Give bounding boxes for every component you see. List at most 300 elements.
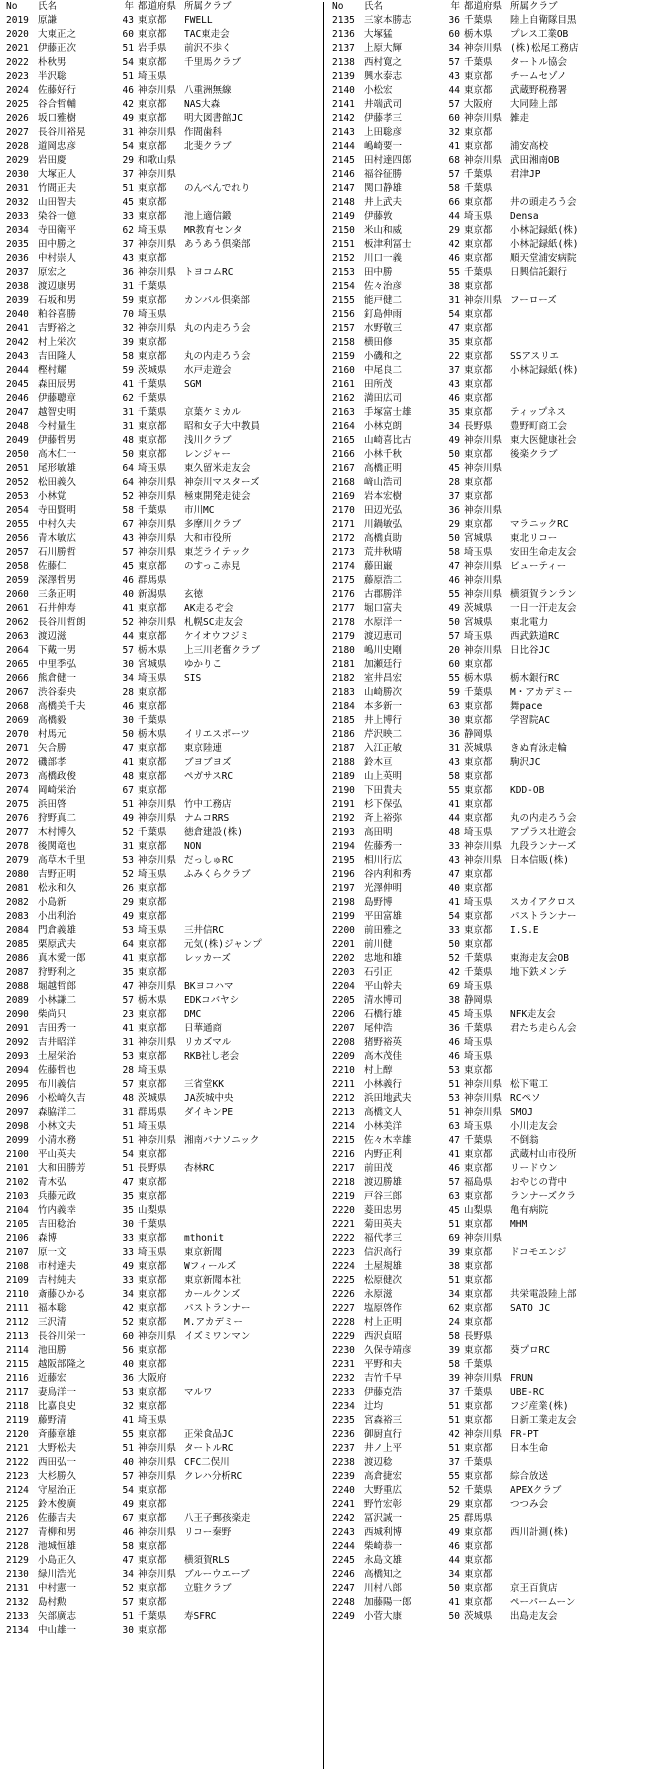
- runner-age: 28: [122, 1065, 134, 1076]
- runner-prefecture: 東京都: [464, 659, 493, 670]
- runner-prefecture: 東京都: [138, 1051, 167, 1062]
- entry-no: 2245: [332, 1555, 355, 1566]
- runner-prefecture: 東京都: [138, 1513, 167, 1524]
- table-row: [326, 1414, 648, 1428]
- table-row: [326, 1372, 648, 1386]
- table-row: [326, 1540, 648, 1554]
- table-row: [0, 924, 322, 938]
- entry-no: 2097: [6, 1107, 29, 1118]
- runner-name: 谷合哲輔: [38, 99, 77, 110]
- runner-prefecture: 神奈川県: [138, 267, 177, 278]
- runner-club: (株)松尾工務店: [510, 43, 579, 54]
- table-row: [0, 1218, 322, 1232]
- runner-name: 村上栄次: [38, 337, 77, 348]
- runner-age: 40: [448, 883, 460, 894]
- table-row: [0, 1414, 322, 1428]
- runner-name: 原宏之: [38, 267, 67, 278]
- runner-club: ビューティー: [510, 561, 567, 572]
- runner-club: 栃木銀行RC: [510, 673, 560, 684]
- table-row: [326, 350, 648, 364]
- entry-no: 2048: [6, 421, 29, 432]
- runner-club: M・アカデミー: [510, 687, 573, 698]
- runner-age: 36: [122, 1373, 134, 1384]
- runner-age: 45: [448, 1009, 460, 1020]
- runner-name: 青木弘: [38, 1177, 67, 1188]
- entry-no: 2119: [6, 1415, 29, 1426]
- entry-no: 2028: [6, 141, 29, 152]
- runner-club: 学習院AC: [510, 715, 550, 726]
- table-row: [0, 1162, 322, 1176]
- runner-age: 44: [448, 85, 460, 96]
- runner-club: クレハ分析RC: [184, 1471, 243, 1482]
- runner-prefecture: 東京都: [138, 701, 167, 712]
- entry-no: 2069: [6, 715, 29, 726]
- runner-prefecture: 神奈川県: [138, 1527, 177, 1538]
- runner-prefecture: 東京都: [464, 1345, 493, 1356]
- table-row: [0, 98, 322, 112]
- entry-no: 2158: [332, 337, 355, 348]
- entry-no: 2227: [332, 1303, 355, 1314]
- runner-age: 41: [448, 1597, 460, 1608]
- runner-club: 安田生命走友会: [510, 547, 577, 558]
- runner-name: 米山和威: [364, 225, 403, 236]
- table-row: [0, 1610, 322, 1624]
- entry-no: 2102: [6, 1177, 29, 1188]
- runner-age: 31: [122, 1037, 134, 1048]
- runner-club: あうあう倶楽部: [184, 239, 251, 250]
- runner-age: 31: [448, 295, 460, 306]
- runner-prefecture: 東京都: [138, 1079, 167, 1090]
- runner-name: 田中勝之: [38, 239, 77, 250]
- runner-age: 29: [448, 519, 460, 530]
- entry-no: 2061: [6, 603, 29, 614]
- runner-name: 佐藤好行: [38, 85, 77, 96]
- runner-age: 47: [448, 561, 460, 572]
- entry-no: 2146: [332, 169, 355, 180]
- table-row: [326, 1260, 648, 1274]
- runner-club: ドコモエンジ: [510, 1247, 567, 1258]
- runner-prefecture: 東京都: [138, 631, 167, 642]
- entry-no: 2181: [332, 659, 355, 670]
- entry-no: 2173: [332, 547, 355, 558]
- header-name: 氏名: [38, 1, 58, 12]
- table-row: [0, 504, 322, 518]
- runner-age: 57: [122, 1079, 134, 1090]
- table-row: [326, 84, 648, 98]
- runner-prefecture: 千葉県: [464, 267, 493, 278]
- entry-no: 2152: [332, 253, 355, 264]
- runner-age: 32: [122, 323, 134, 334]
- runner-prefecture: 神奈川県: [464, 505, 503, 516]
- runner-age: 40: [122, 1359, 134, 1370]
- entry-no: 2205: [332, 995, 355, 1006]
- entry-no: 2178: [332, 617, 355, 628]
- runner-prefecture: 神奈川県: [138, 491, 177, 502]
- table-row: [0, 1078, 322, 1092]
- table-row: [326, 966, 648, 980]
- runner-name: 石引正: [364, 967, 393, 978]
- header-age: 年: [450, 1, 460, 12]
- runner-name: 山崎勝次: [364, 687, 403, 698]
- runner-age: 52: [122, 827, 134, 838]
- entry-no: 2191: [332, 799, 355, 810]
- runner-age: 45: [448, 1205, 460, 1216]
- runner-age: 40: [122, 589, 134, 600]
- runner-name: 高橋貞助: [364, 533, 403, 544]
- runner-age: 59: [122, 295, 134, 306]
- entry-no: 2195: [332, 855, 355, 866]
- runner-prefecture: 東京都: [138, 1317, 167, 1328]
- runner-club: KDD-OB: [510, 785, 545, 796]
- entry-no: 2176: [332, 589, 355, 600]
- runner-name: 中村崇人: [38, 253, 77, 264]
- table-row: [0, 476, 322, 490]
- runner-club: ペガサスRC: [184, 771, 234, 782]
- runner-age: 46: [448, 575, 460, 586]
- entry-no: 2057: [6, 547, 29, 558]
- runner-name: 三家本勝志: [364, 15, 412, 26]
- entry-no: 2221: [332, 1219, 355, 1230]
- runner-prefecture: 東京都: [464, 1289, 493, 1300]
- runner-name: 福代孝三: [364, 1233, 403, 1244]
- runner-name: 水原洋一: [364, 617, 403, 628]
- runner-name: 小島正久: [38, 1555, 77, 1566]
- entry-no: 2162: [332, 393, 355, 404]
- runner-age: 49: [448, 603, 460, 614]
- runner-prefecture: 東京都: [464, 1597, 493, 1608]
- runner-name: 朴秋男: [38, 57, 67, 68]
- runner-prefecture: 東京都: [138, 561, 167, 572]
- entry-no: 2089: [6, 995, 29, 1006]
- runner-age: 63: [448, 1191, 460, 1202]
- runner-age: 58: [448, 1359, 460, 1370]
- runner-prefecture: 千葉県: [138, 393, 167, 404]
- runner-name: 小林義行: [364, 1079, 403, 1090]
- runner-prefecture: 東京都: [138, 1261, 167, 1272]
- entry-no: 2020: [6, 29, 29, 40]
- runner-age: 31: [122, 281, 134, 292]
- runner-prefecture: 東京都: [138, 337, 167, 348]
- runner-prefecture: 群馬県: [138, 575, 167, 586]
- entry-no: 2163: [332, 407, 355, 418]
- runner-age: 38: [448, 281, 460, 292]
- runner-club: 日比谷JC: [510, 645, 550, 656]
- entry-no: 2144: [332, 141, 355, 152]
- runner-club: CFC二俣川: [184, 1457, 230, 1468]
- entry-no: 2174: [332, 561, 355, 572]
- runner-age: 63: [448, 701, 460, 712]
- table-row: [0, 1274, 322, 1288]
- runner-name: 下田貴夫: [364, 785, 403, 796]
- entry-no: 2197: [332, 883, 355, 894]
- runner-name: 熊倉健一: [38, 673, 77, 684]
- table-row: [0, 168, 322, 182]
- runner-club: 作間歯科: [184, 127, 223, 138]
- entry-no: 2190: [332, 785, 355, 796]
- table-row: [0, 686, 322, 700]
- runner-club: 千里馬クラブ: [184, 57, 242, 68]
- runner-name: 渡辺恵司: [364, 631, 403, 642]
- table-row: [0, 896, 322, 910]
- runner-age: 53: [448, 1093, 460, 1104]
- runner-name: 川村八郎: [364, 1583, 403, 1594]
- runner-prefecture: 東京都: [464, 799, 493, 810]
- table-row: [326, 28, 648, 42]
- runner-age: 51: [122, 1163, 134, 1174]
- runner-prefecture: 東京都: [138, 1023, 167, 1034]
- runner-prefecture: 埼玉県: [464, 1051, 493, 1062]
- runner-age: 51: [448, 1401, 460, 1412]
- runner-club: RCペソ: [510, 1093, 541, 1104]
- runner-prefecture: 千葉県: [138, 379, 167, 390]
- runner-club: APEXクラブ: [510, 1485, 562, 1496]
- entry-no: 2247: [332, 1583, 355, 1594]
- runner-prefecture: 東京都: [464, 1443, 493, 1454]
- runner-name: 高橋政俊: [38, 771, 77, 782]
- runner-age: 30: [448, 715, 460, 726]
- runner-age: 62: [122, 225, 134, 236]
- table-row: [326, 980, 648, 994]
- entry-no: 2084: [6, 925, 29, 936]
- runner-age: 51: [122, 43, 134, 54]
- runner-age: 42: [448, 967, 460, 978]
- runner-club: 横須賀RLS: [184, 1555, 230, 1566]
- entry-no: 2188: [332, 757, 355, 768]
- table-row: [0, 1540, 322, 1554]
- table-row: [326, 938, 648, 952]
- entry-no: 2100: [6, 1149, 29, 1160]
- runner-club: フーローズ: [510, 295, 557, 306]
- runner-club: 大和市役所: [184, 533, 232, 544]
- runner-age: 57: [448, 169, 460, 180]
- runner-age: 36: [122, 267, 134, 278]
- runner-name: 石坂和男: [38, 295, 77, 306]
- runner-club: 共栄電設陸上部: [510, 1289, 577, 1300]
- entry-no: 2145: [332, 155, 355, 166]
- runner-name: 藤田巌: [364, 561, 393, 572]
- entry-no: 2110: [6, 1289, 29, 1300]
- entry-no: 2049: [6, 435, 29, 446]
- runner-age: 23: [122, 1009, 134, 1020]
- runner-prefecture: 東京都: [464, 477, 493, 488]
- runner-name: 斉藤章雄: [38, 1429, 77, 1440]
- runner-name: 内野正利: [364, 1149, 403, 1160]
- runner-prefecture: 東京都: [138, 295, 167, 306]
- table-row: [0, 1484, 322, 1498]
- runner-club: 元気(株)ジャンプ: [184, 939, 262, 950]
- runner-age: 59: [122, 365, 134, 376]
- runner-club: 東京陸連: [184, 743, 223, 754]
- runner-club: ゆかりこ: [184, 659, 223, 670]
- runner-age: 35: [448, 337, 460, 348]
- runner-club: パストランナー: [510, 911, 577, 922]
- table-row: [0, 448, 322, 462]
- runner-name: 佐藤仁: [38, 561, 67, 572]
- runner-age: 63: [448, 1121, 460, 1132]
- runner-prefecture: 東京都: [138, 603, 167, 614]
- runner-prefecture: 岩手県: [138, 43, 167, 54]
- runner-club: 九段ランナーズ: [510, 841, 577, 852]
- runner-club: 陸上自衛隊目黒: [510, 15, 577, 26]
- entry-no: 2167: [332, 463, 355, 474]
- runner-prefecture: 長野県: [138, 1163, 167, 1174]
- runner-age: 49: [448, 1527, 460, 1538]
- entry-no: 2086: [6, 953, 29, 964]
- entry-no: 2104: [6, 1205, 29, 1216]
- runner-club: FR-PT: [510, 1429, 539, 1440]
- runner-name: 吉田稔治: [38, 1219, 77, 1230]
- runner-prefecture: 東京都: [464, 1569, 493, 1580]
- runner-age: 52: [122, 617, 134, 628]
- runner-prefecture: 神奈川県: [464, 589, 503, 600]
- runner-prefecture: 千葉県: [464, 1023, 493, 1034]
- runner-age: 34: [122, 1289, 134, 1300]
- runner-club: 武蔵野税務署: [510, 85, 568, 96]
- table-row: [0, 28, 322, 42]
- runner-age: 48: [122, 435, 134, 446]
- runner-club: SIS: [184, 673, 202, 684]
- runner-club: 八王子郵孩楽走: [184, 1513, 251, 1524]
- entry-no: 2059: [6, 575, 29, 586]
- runner-age: 48: [122, 771, 134, 782]
- runner-prefecture: 東京都: [138, 1387, 167, 1398]
- runner-name: 上田聡彦: [364, 127, 403, 138]
- runner-prefecture: 神奈川県: [464, 295, 503, 306]
- entry-no: 2066: [6, 673, 29, 684]
- entry-no: 2078: [6, 841, 29, 852]
- table-row: [326, 252, 648, 266]
- runner-name: 三沢清: [38, 1317, 67, 1328]
- runner-prefecture: 神奈川県: [138, 1471, 177, 1482]
- entry-no: 2198: [332, 897, 355, 908]
- table-row: [0, 868, 322, 882]
- header-age: 年: [124, 1, 134, 12]
- entry-no: 2170: [332, 505, 355, 516]
- runner-prefecture: 神奈川県: [464, 155, 503, 166]
- entry-no: 2116: [6, 1373, 29, 1384]
- entry-no: 2091: [6, 1023, 29, 1034]
- runner-prefecture: 東京都: [464, 1317, 493, 1328]
- runner-age: 51: [448, 1219, 460, 1230]
- runner-prefecture: 東京都: [138, 743, 167, 754]
- entry-no: 2108: [6, 1261, 29, 1272]
- runner-name: 大東正之: [38, 29, 77, 40]
- table-row: [0, 756, 322, 770]
- runner-prefecture: 栃木県: [138, 645, 167, 656]
- runner-name: 満田広司: [364, 393, 403, 404]
- runner-prefecture: 東京都: [138, 57, 167, 68]
- table-row: [0, 1498, 322, 1512]
- runner-age: 54: [448, 309, 460, 320]
- runner-age: 59: [448, 687, 460, 698]
- entry-no: 2041: [6, 323, 29, 334]
- table-row: [0, 1134, 322, 1148]
- table-row: [326, 1302, 648, 1316]
- runner-club: 日本信販(株): [510, 855, 569, 866]
- runner-age: 45: [122, 197, 134, 208]
- table-row: [0, 1190, 322, 1204]
- runner-age: 62: [448, 1303, 460, 1314]
- runner-prefecture: 長野県: [464, 1331, 493, 1342]
- runner-age: 64: [122, 939, 134, 950]
- entry-no: 2080: [6, 869, 29, 880]
- runner-name: 清水博司: [364, 995, 403, 1006]
- entry-no: 2226: [332, 1289, 355, 1300]
- runner-club: 出島走友会: [510, 1611, 558, 1622]
- runner-name: 中里季弘: [38, 659, 77, 670]
- runner-name: 井上武夫: [364, 197, 403, 208]
- runner-name: 柴尚只: [38, 1009, 67, 1020]
- runner-age: 47: [122, 1555, 134, 1566]
- table-row: [326, 1386, 648, 1400]
- table-row: [326, 588, 648, 602]
- entry-no: 2218: [332, 1177, 355, 1188]
- runner-prefecture: 東京都: [138, 1359, 167, 1370]
- runner-age: 54: [122, 1485, 134, 1496]
- table-row: [326, 1190, 648, 1204]
- runner-name: 狩野利之: [38, 967, 77, 978]
- runner-prefecture: 東京都: [464, 813, 493, 824]
- entry-no: 2172: [332, 533, 355, 544]
- runner-club: 前沢不歩く: [184, 43, 232, 54]
- entry-no: 2175: [332, 575, 355, 586]
- runner-prefecture: 東京都: [138, 183, 167, 194]
- runner-age: 60: [448, 659, 460, 670]
- runner-age: 55: [448, 673, 460, 684]
- table-row: [0, 1596, 322, 1610]
- runner-age: 47: [122, 1177, 134, 1188]
- runner-club: 松下電工: [510, 1079, 549, 1090]
- runner-prefecture: 埼玉県: [138, 673, 167, 684]
- entry-no: 2076: [6, 813, 29, 824]
- runner-name: 光澤伸明: [364, 883, 403, 894]
- runner-name: 永島文雄: [364, 1555, 403, 1566]
- runner-age: 66: [448, 197, 460, 208]
- table-row: [326, 1498, 648, 1512]
- table-row: [326, 1162, 648, 1176]
- runner-prefecture: 東京都: [464, 141, 493, 152]
- runner-prefecture: 大阪府: [138, 1373, 167, 1384]
- table-row: [326, 896, 648, 910]
- runner-age: 39: [448, 1247, 460, 1258]
- runner-prefecture: 神奈川県: [138, 981, 177, 992]
- runner-prefecture: 千葉県: [464, 1359, 493, 1370]
- runner-name: 田辺光弘: [364, 505, 403, 516]
- runner-age: 42: [122, 99, 134, 110]
- runner-age: 46: [122, 1527, 134, 1538]
- runner-club: 池上適信鍛: [184, 211, 232, 222]
- table-row: [0, 1624, 322, 1638]
- runner-age: 39: [448, 1373, 460, 1384]
- table-row: [0, 616, 322, 630]
- runner-prefecture: 東京都: [138, 785, 167, 796]
- runner-name: 柴崎恭一: [364, 1541, 403, 1552]
- runner-age: 54: [122, 141, 134, 152]
- runner-prefecture: 東京都: [464, 239, 493, 250]
- runner-club: 立駐クラブ: [184, 1583, 232, 1594]
- entry-no: 2070: [6, 729, 29, 740]
- table-row: [326, 1148, 648, 1162]
- entry-no: 2103: [6, 1191, 29, 1202]
- runner-club: 湘南パナソニック: [184, 1135, 260, 1146]
- table-row: [0, 378, 322, 392]
- runner-age: 51: [122, 183, 134, 194]
- runner-club: ブヨブヨズ: [184, 757, 232, 768]
- entry-no: 2022: [6, 57, 29, 68]
- runner-name: 樫村耀: [38, 365, 67, 376]
- table-row: [326, 154, 648, 168]
- runner-name: 矢合勝: [38, 743, 67, 754]
